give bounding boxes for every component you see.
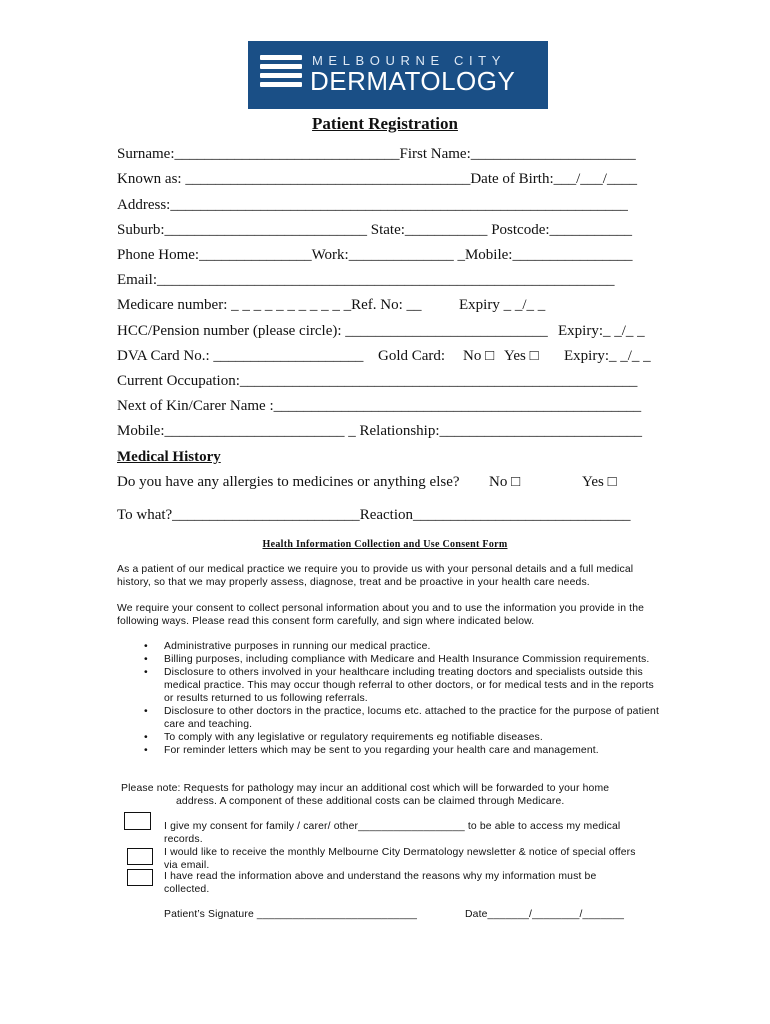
kin-mobile-field[interactable]: Mobile:________________________ _ [117,423,356,439]
consent-purpose-list [144,640,664,757]
next-of-kin-field[interactable]: Next of Kin/Carer Name :_________________________________________________ [117,398,642,414]
hcc-expiry-field[interactable]: Expiry:_ _/_ _ [558,323,645,339]
reaction-field[interactable]: Reaction_____________________________ [359,507,631,523]
medicare-expiry-field[interactable]: Expiry _ _/_ _ [459,297,546,313]
dob-field[interactable]: Date of Birth:___/___/____ [470,171,637,187]
logo-text-city: MELBOURNE CITY [312,53,506,68]
dva-card-field[interactable]: DVA Card No.: ____________________ [117,348,364,364]
known-as-field[interactable]: Known as: ______________________________________ [117,171,471,187]
hcc-pension-field[interactable]: HCC/Pension number (please circle): ___________________________ [117,323,548,339]
allergies-question: Do you have any allergies to medicines or anything else? [117,474,460,490]
logo-text-dermatology: DERMATOLOGY [310,66,516,96]
suburb-row [117,222,632,239]
allergy-row [117,507,631,524]
bullet-icon: • [144,641,148,652]
gold-card-yes-checkbox[interactable]: Yes □ [504,348,539,364]
state-field[interactable]: State:___________ [370,222,488,238]
list-item: • To comply with any legislative or regulatory requirements eg notifiable diseases. [144,732,543,743]
first-name-field[interactable]: First Name:______________________ [399,146,636,162]
gold-card-no-checkbox[interactable]: No □ [463,348,495,364]
relationship-field[interactable]: Relationship:___________________________ [359,423,642,439]
phone-row [117,247,632,264]
suburb-field[interactable]: Suburb:___________________________ [117,222,368,238]
consent-records-checkbox[interactable] [124,812,151,830]
bullet-icon: • [144,745,148,756]
date-field[interactable]: Date_______/________/_______ [465,909,625,920]
list-item: • Administrative purposes in running our medical practice. [144,641,431,652]
surname-field[interactable]: Surname:______________________________ [117,146,400,162]
known-as-row [117,171,637,188]
allergies-no-checkbox[interactable]: No □ [489,474,521,490]
medical-history-heading: Medical History [117,449,221,465]
pathology-note [121,782,661,808]
occupation-field[interactable]: Current Occupation:_____________________________________________________ [117,373,638,389]
gold-card-label: Gold Card: [378,348,446,364]
medicare-number-field[interactable]: Medicare number: _ _ _ _ _ _ _ _ _ _ _Ref. No: __ [117,297,422,313]
consent-heading: Health Information Collection and Use Consent Form [262,539,508,550]
list-item: • Billing purposes, including compliance with Medicare and Health Insurance Commission requirements. [144,654,650,665]
logo-stripes-icon [260,55,302,95]
page-title: Patient Registration [312,114,458,133]
pathology-note-line-1: Please note: Requests for pathology may incur an additional cost which will be forwarded to your home [121,783,610,794]
read-information-checkbox[interactable] [127,869,153,886]
address-field[interactable]: Address:_____________________________________________________________ [117,197,628,213]
list-item: • For reminder letters which may be sent to you regarding your health care and management. [144,745,599,756]
consent-intro-2: We require your consent to collect personal information about you and to use the information you provide in the following ways. Please read this consent form carefully, and sign where indicated below. [117,603,645,627]
signature-field[interactable]: Patient’s Signature ___________________________ [164,909,417,920]
postcode-field[interactable]: Postcode:___________ [491,222,633,238]
consent-intro-1: As a patient of our medical practice we require you to provide us with your personal details and a full medical history, so that we may properly assess, diagnose, treat and be proactive in your health care needs. [117,564,634,588]
bullet-icon: • [144,706,148,717]
work-phone-field[interactable]: Work:______________ [311,247,454,263]
list-item: • Disclosure to others involved in your healthcare including treating doctors and specialists outside this medical practice. This may occur though referral to other doctors, or for medical tests and in the reports or results returned to us following referrals. [144,667,654,704]
dva-expiry-field[interactable]: Expiry:_ _/_ _ [564,348,651,364]
phone-home-field[interactable]: Phone Home:_______________ [117,247,312,263]
kin-row [117,423,642,440]
newsletter-checkbox[interactable] [127,848,153,865]
clinic-logo [248,41,548,109]
bullet-icon: • [144,667,148,678]
list-item: • Disclosure to other doctors in the practice, locums etc. attached to the practice for the purpose of patient care and teaching. [144,706,660,730]
email-field[interactable]: Email:_____________________________________________________________ [117,272,615,288]
allergies-yes-checkbox[interactable]: Yes □ [582,474,617,490]
newsletter-label: I would like to receive the monthly Melbourne City Dermatology newsletter & notice of special offers via email. [164,847,636,871]
read-information-label: I have read the information above and understand the reasons why my information must be collected. [164,871,597,895]
bullet-icon: • [144,654,148,665]
bullet-icon: • [144,732,148,743]
to-what-field[interactable]: To what?_________________________ [117,507,360,523]
consent-records-label: I give my consent for family / carer/ other__________________ to be able to access my medical records. [164,821,621,845]
mobile-field[interactable]: _Mobile:________________ [457,247,633,263]
surname-row [117,146,636,163]
pathology-note-line-2: address. A component of these additional costs can be claimed through Medicare. [176,796,565,807]
